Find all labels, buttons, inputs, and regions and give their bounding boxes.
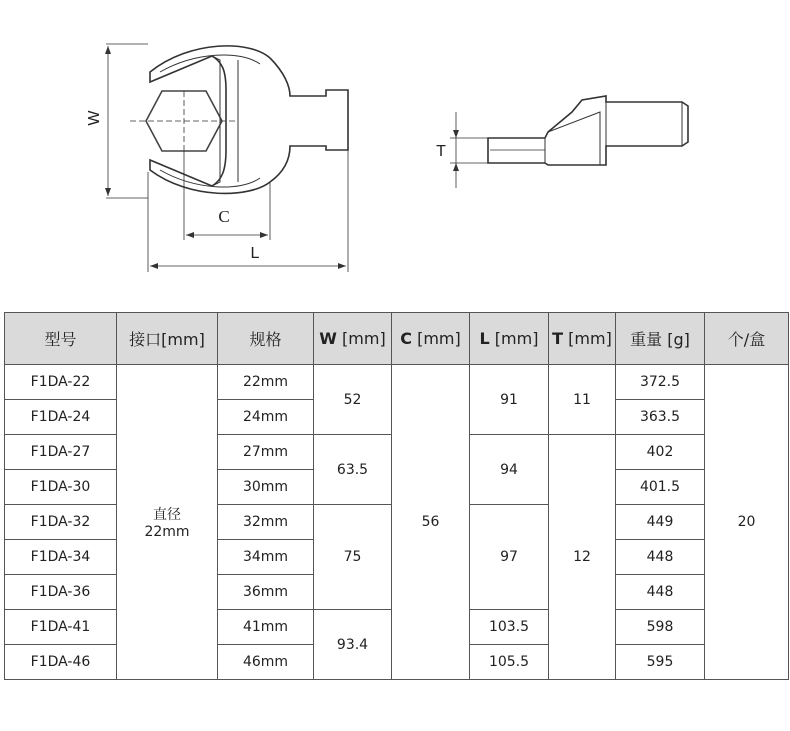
l-cell: 94 [470, 435, 549, 505]
weight-cell: 598 [616, 610, 705, 645]
per-box-cell: 20 [705, 365, 789, 680]
header-interface: 接口[mm] [117, 313, 218, 365]
weight-cell: 448 [616, 575, 705, 610]
size-cell: 34mm [218, 540, 314, 575]
weight-cell: 449 [616, 505, 705, 540]
model-cell: F1DA-46 [5, 645, 117, 680]
w-cell: 93.4 [314, 610, 392, 680]
t-cell: 12 [549, 435, 616, 680]
model-cell: F1DA-41 [5, 610, 117, 645]
size-cell: 22mm [218, 365, 314, 400]
w-cell: 52 [314, 365, 392, 435]
wrench-side-outline [488, 96, 688, 165]
size-cell: 41mm [218, 610, 314, 645]
size-cell: 27mm [218, 435, 314, 470]
weight-cell: 402 [616, 435, 705, 470]
table-row [5, 365, 789, 400]
model-cell: F1DA-24 [5, 400, 117, 435]
header-l: L [mm] [470, 313, 549, 365]
w-cell: 75 [314, 505, 392, 610]
dimension-label-c: C [218, 207, 230, 226]
size-cell: 30mm [218, 470, 314, 505]
header-row [5, 313, 789, 365]
dimension-label-t: T [436, 143, 446, 160]
header-model: 型号 [5, 313, 117, 365]
spec-table [4, 312, 789, 680]
model-cell: F1DA-32 [5, 505, 117, 540]
size-cell: 46mm [218, 645, 314, 680]
model-cell: F1DA-34 [5, 540, 117, 575]
technical-drawing [0, 0, 790, 300]
weight-cell: 363.5 [616, 400, 705, 435]
model-cell: F1DA-27 [5, 435, 117, 470]
header-c: C [mm] [392, 313, 470, 365]
interface-cell: 直径 22mm [117, 365, 218, 680]
header-per-box: 个/盒 [705, 313, 789, 365]
weight-cell: 372.5 [616, 365, 705, 400]
header-w: W [mm] [314, 313, 392, 365]
header-t: T [mm] [549, 313, 616, 365]
l-cell: 105.5 [470, 645, 549, 680]
model-cell: F1DA-30 [5, 470, 117, 505]
model-cell: F1DA-36 [5, 575, 117, 610]
size-cell: 24mm [218, 400, 314, 435]
dimension-label-l: L [250, 245, 260, 262]
weight-cell: 595 [616, 645, 705, 680]
wrench-head-outline [150, 46, 348, 194]
c-cell: 56 [392, 365, 470, 680]
weight-cell: 448 [616, 540, 705, 575]
dimension-label-w: W [86, 110, 103, 126]
header-weight: 重量 [g] [616, 313, 705, 365]
size-cell: 32mm [218, 505, 314, 540]
t-cell: 11 [549, 365, 616, 435]
size-cell: 36mm [218, 575, 314, 610]
l-cell: 91 [470, 365, 549, 435]
w-cell: 63.5 [314, 435, 392, 505]
model-cell: F1DA-22 [5, 365, 117, 400]
weight-cell: 401.5 [616, 470, 705, 505]
l-cell: 97 [470, 505, 549, 610]
l-cell: 103.5 [470, 610, 549, 645]
header-spec: 规格 [218, 313, 314, 365]
